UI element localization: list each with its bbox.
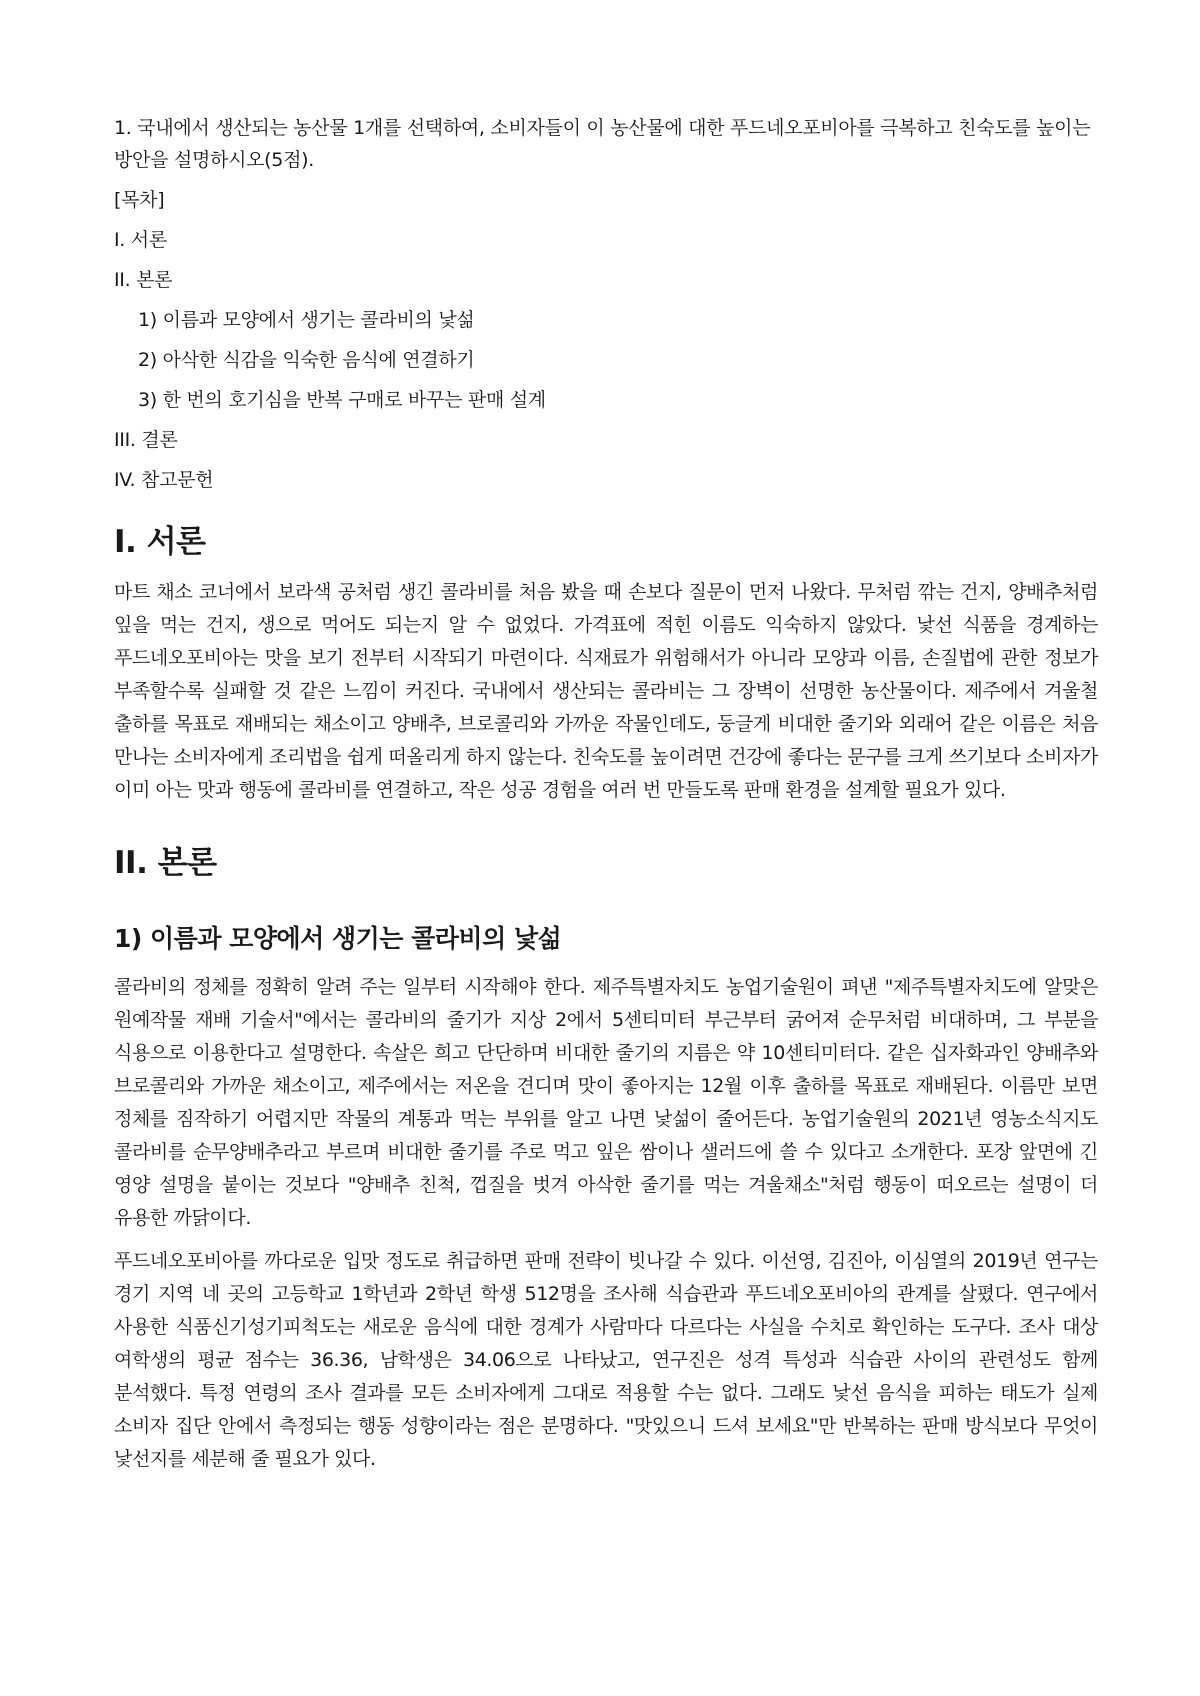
intro-heading: I. 서론 bbox=[114, 524, 206, 560]
document-page bbox=[114, 112, 1098, 1486]
intro-paragraph: 마트 채소 코너에서 보라색 공처럼 생긴 콜라비를 처음 봤을 때 손보다 질문이 먼저 나왔다. 무처럼 깎는 건지, 양배추처럼 잎을 먹는 건지, 생으로 먹어도 되는지 알 수 없었다. 가격표에 적힌 이름도 익숙하지 않았다. 낯선 식품을 경계하는 푸드네오포비아는 맛을 보기 전부터 시작되기 마련이다. 식재료가 위험해서가 아니라 모양과 이름, 손질법에 관한 정보가 부족할수록 실패할 것 같은 느낌이 커진다. 국내에서 생산되는 콜라비는 그 장벽이 선명한 농산물이다. 제주에서 겨울철 출하를 목표로 재배되는 채소이고 양배추, 브로콜리와 가까운 작물인데도, 둥글게 비대한 줄기와 외래어 같은 이름은 처음 만나는 소비자에게 조리법을 쉽게 떠올리게 하지 않는다. 친숙도를 높이려면 건강에 좋다는 문구를 크게 쓰기보다 소비자가 이미 아는 맛과 행동에 콜라비를 연결하고, 작은 성공 경험을 여러 번 만들도록 판매 환경을 설계할 필요가 있다. bbox=[114, 581, 1098, 801]
toc-item-body-2: 2) 아삭한 식감을 익숙한 음식에 연결하기 bbox=[138, 349, 475, 371]
toc-item-intro: I. 서론 bbox=[114, 229, 167, 251]
toc-item-body: II. 본론 bbox=[114, 269, 173, 291]
toc-item-body-1: 1) 이름과 모양에서 생기는 콜라비의 낯섦 bbox=[138, 309, 475, 331]
table-of-contents bbox=[114, 186, 1098, 494]
toc-heading: [목차] bbox=[114, 189, 165, 211]
body-subsection-1-paragraph-1: 콜라비의 정체를 정확히 알려 주는 일부터 시작해야 한다. 제주특별자치도 농업기술원이 펴낸 "제주특별자치도에 알맞은 원예작물 재배 기술서"에서는 콜라비의 줄기가 지상 2에서 5센티미터 부근부터 굵어져 순무처럼 비대하며, 그 부분을 식용으로 이용한다고 설명한다. 속살은 희고 단단하며 비대한 줄기의 지름은 약 10센티미터다. 같은 십자화과인 양배추와 브로콜리와 가까운 채소이고, 제주에서는 저온을 견디며 맛이 좋아지는 12월 이후 출하를 목표로 재배된다. 이름만 보면 정체를 짐작하기 어렵지만 작물의 계통과 먹는 부위를 알고 나면 낯섦이 줄어든다. 농업기술원의 2021년 영농소식지도 콜라비를 순무양배추라고 부르며 비대한 줄기를 주로 먹고 잎은 쌈이나 샐러드에 쓸 수 있다고 소개한다. 포장 앞면에 긴 영양 설명을 붙이는 것보다 "양배추 친척, 껍질을 벗겨 아삭한 줄기를 먹는 겨울채소"처럼 행동이 떠오르는 설명이 더 유용한 까닭이다. bbox=[114, 976, 1098, 1229]
body-subsection-1-paragraph-2: 푸드네오포비아를 까다로운 입맛 정도로 취급하면 판매 전략이 빗나갈 수 있다. 이선영, 김진아, 이심열의 2019년 연구는 경기 지역 네 곳의 고등학교 1학년과 2학년 학생 512명을 조사해 식습관과 푸드네오포비아의 관계를 살폈다. 연구에서 사용한 식품신기성기피척도는 새로운 음식에 대한 경계가 사람마다 다르다는 사실을 수치로 확인하는 도구다. 조사 대상 여학생의 평균 점수는 36.36, 남학생은 34.06으로 나타났고, 연구진은 성격 특성과 식습관 사이의 관련성도 함께 분석했다. 특정 연령의 조사 결과를 모든 소비자에게 그대로 적용할 수는 없다. 그래도 낯선 음식을 피하는 태도가 실제 소비자 집단 안에서 측정되는 행동 성향이라는 점은 분명하다. "맛있으니 드셔 보세요"만 반복하는 판매 방식보다 무엇이 낯선지를 세분해 줄 필요가 있다. bbox=[114, 1250, 1098, 1470]
body-subsection-1-heading: 1) 이름과 모양에서 생기는 콜라비의 낯섦 bbox=[114, 924, 562, 953]
toc-item-conclusion: III. 결론 bbox=[114, 429, 178, 451]
assignment-question: 1. 국내에서 생산되는 농산물 1개를 선택하여, 소비자들이 이 농산물에 대한 푸드네오포비아를 극복하고 친숙도를 높이는 방안을 설명하시오(5점). bbox=[114, 117, 1091, 171]
toc-item-body-3: 3) 한 번의 호기심을 반복 구매로 바꾸는 판매 설계 bbox=[138, 389, 546, 411]
body-heading: II. 본론 bbox=[114, 845, 217, 881]
toc-item-references: IV. 참고문헌 bbox=[114, 469, 214, 491]
